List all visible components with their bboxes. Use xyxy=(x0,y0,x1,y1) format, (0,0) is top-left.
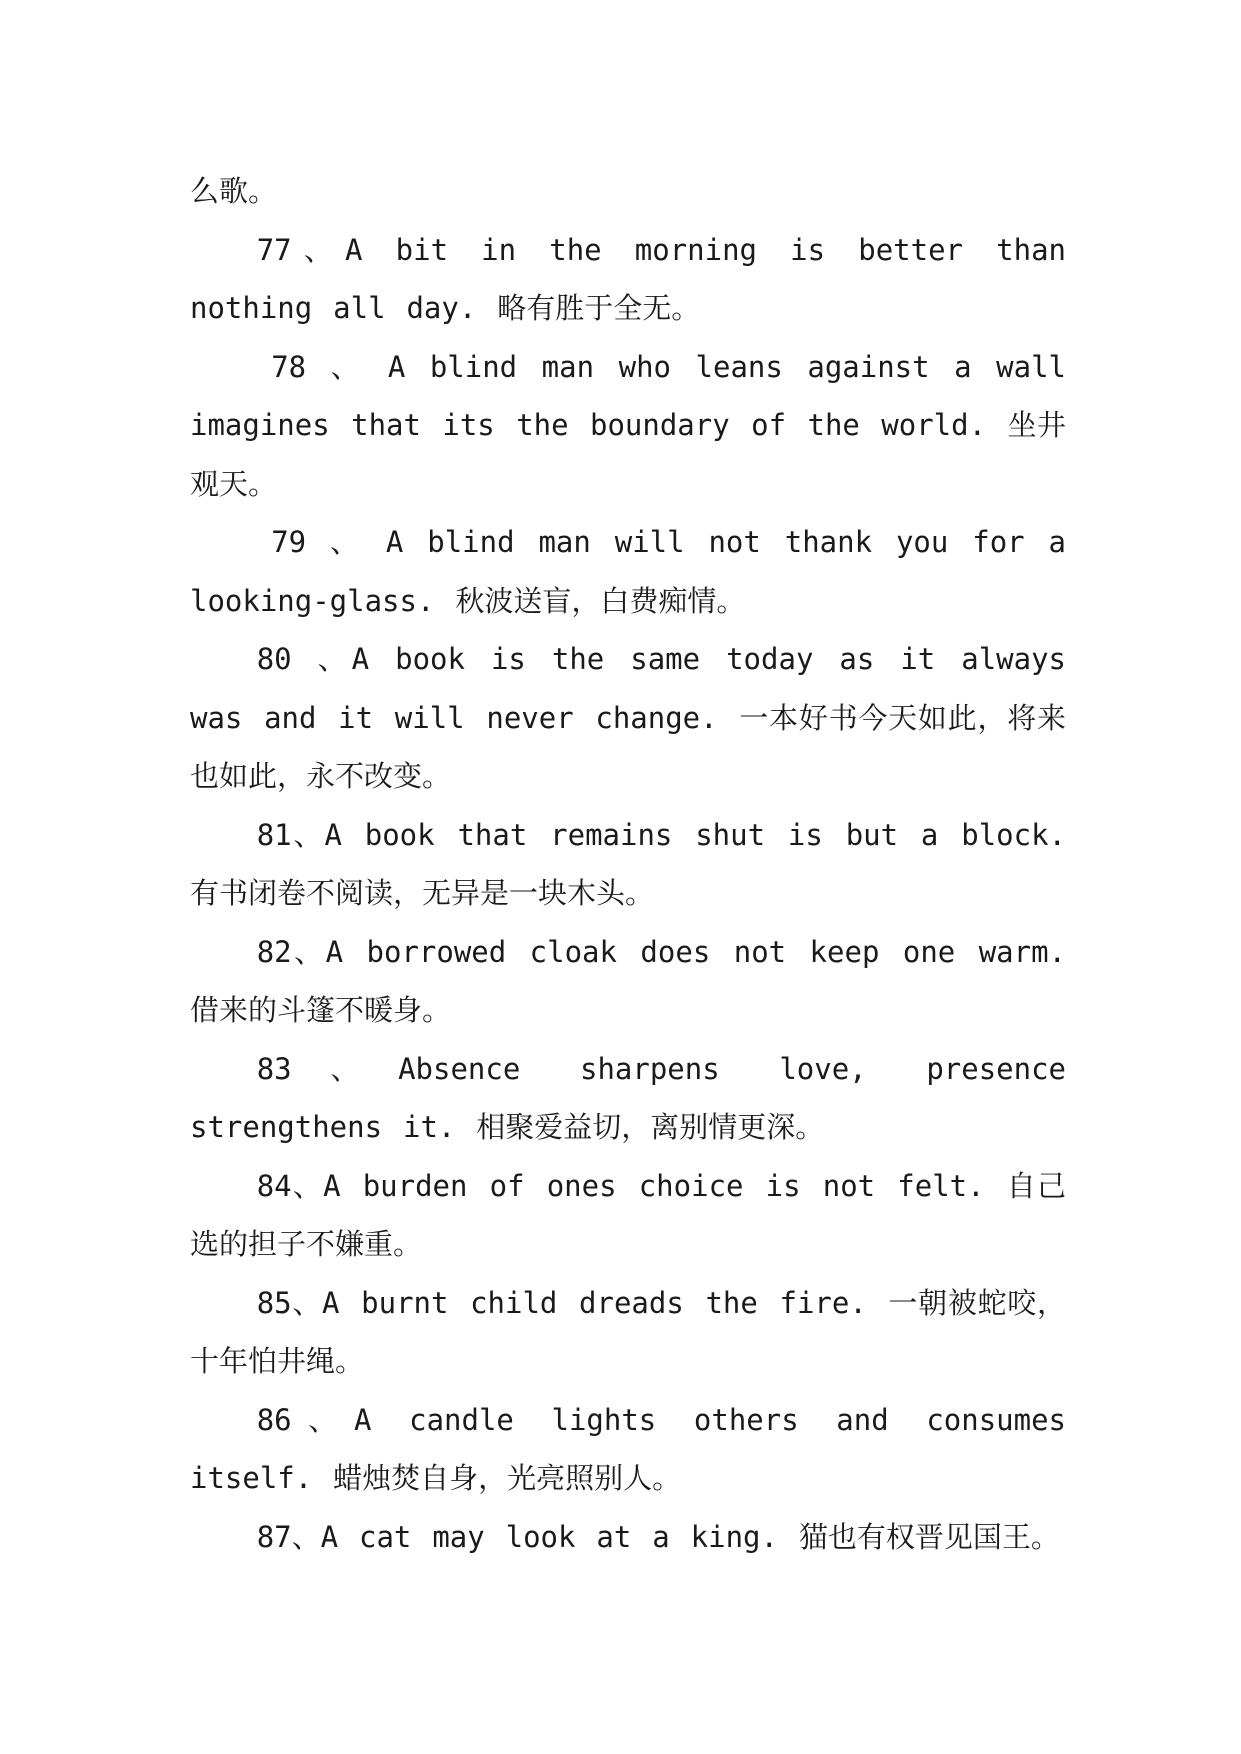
paragraph-84: 84、A burden of ones choice is not felt. 自己选的担子不嫌重。 xyxy=(190,1168,1066,1261)
paragraph-79: 79 、 A blind man will not thank you for a looking-glass. 秋波送盲，白费痴情。 xyxy=(190,525,1066,618)
paragraph-81: 81、A book that remains shut is but a block. 有书闭卷不阅读，无异是一块木头。 xyxy=(190,817,1066,910)
paragraph-87: 87、A cat may look at a king. 猫也有权晋见国王。 xyxy=(256,1519,1060,1554)
paragraph-80: 80 、A book is the same today as it always was and it will never change. 一本好书今天如此，将来也如此，永不改变。 xyxy=(190,642,1066,793)
paragraph-83: 83、Absence sharpens love, presence strengthens it. 相聚爱益切，离别情更深。 xyxy=(190,1051,1066,1144)
paragraph-78: 78 、 A blind man who leans against a wall imagines that its the boundary of the world. 坐井观天。 xyxy=(190,349,1066,501)
proverb-list xyxy=(190,162,1066,1566)
paragraph-82: 82、A borrowed cloak does not keep one warm. 借来的斗篷不暖身。 xyxy=(190,934,1066,1027)
paragraph-85: 85、A burnt child dreads the fire. 一朝被蛇咬，十年怕井绳。 xyxy=(190,1285,1066,1378)
paragraph-76-tail: 么歌。 xyxy=(190,174,278,208)
paragraph-86: 86、A candle lights others and consumes itself. 蜡烛焚自身，光亮照别人。 xyxy=(190,1402,1066,1495)
paragraph-77: 77、A bit in the morning is better than nothing all day. 略有胜于全无。 xyxy=(190,232,1066,325)
